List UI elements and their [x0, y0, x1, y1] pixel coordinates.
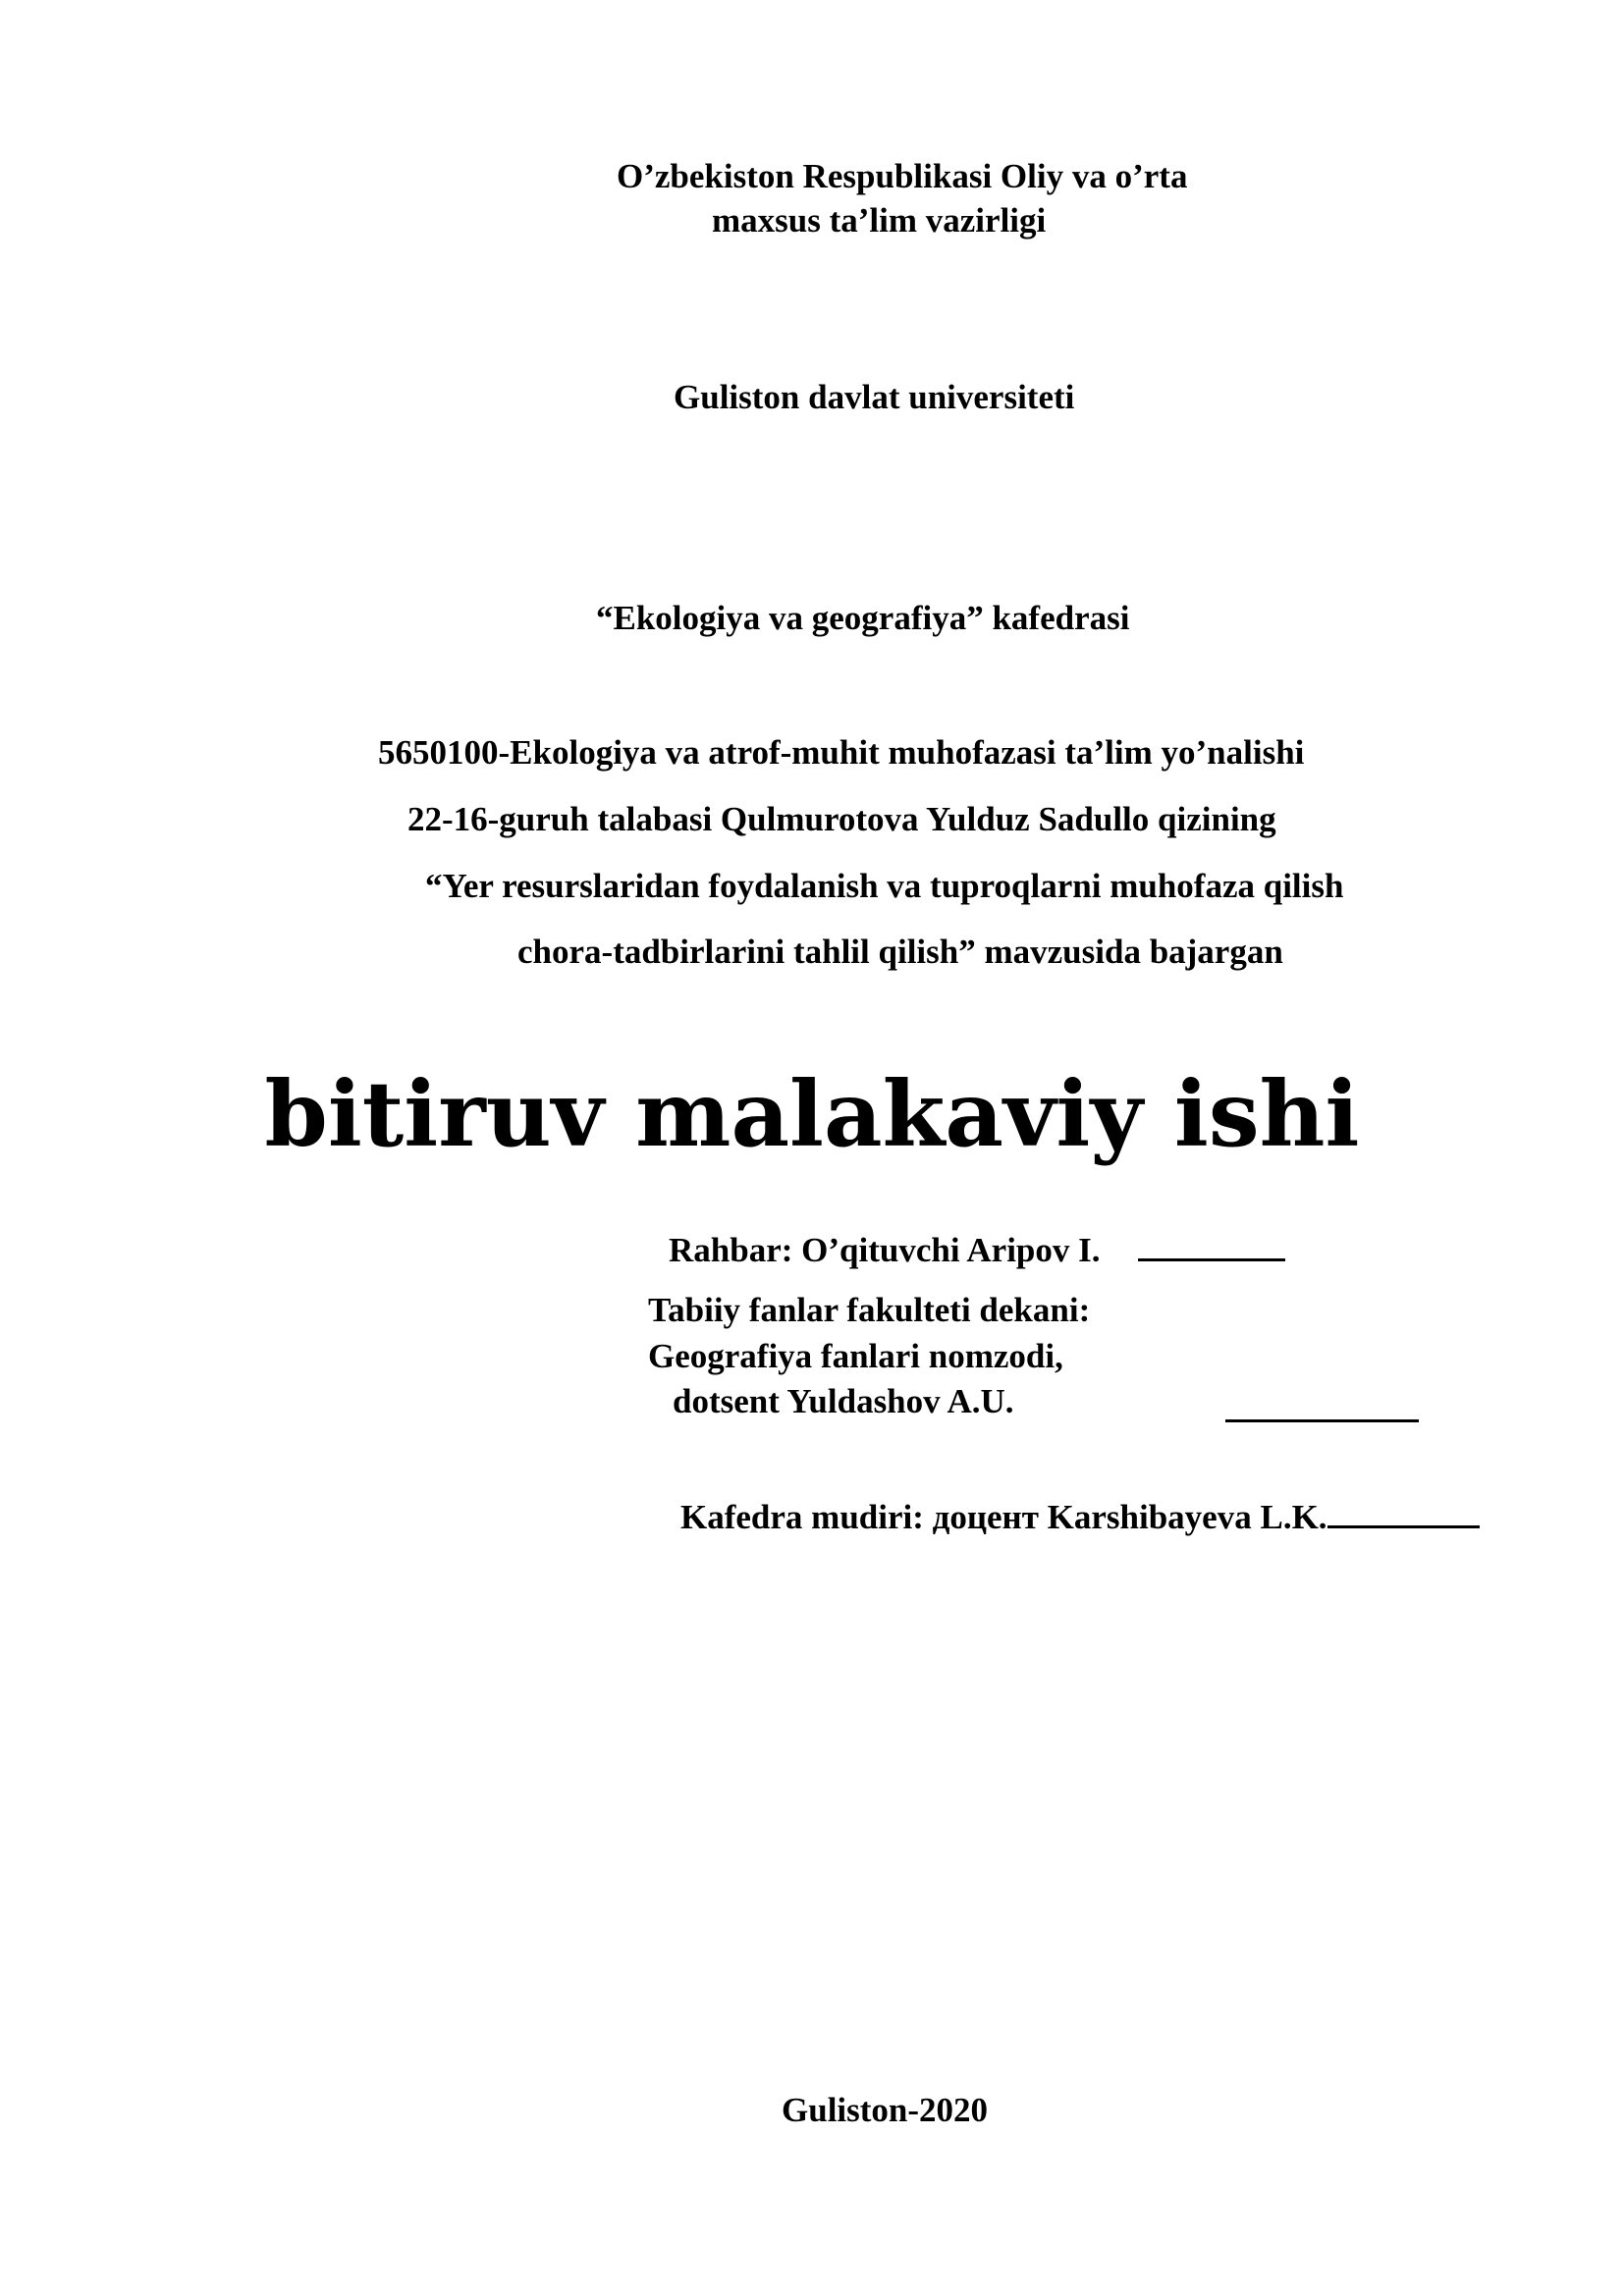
head-line [680, 1492, 1480, 1537]
topic-line-1: “Yer resurslaridan foydalanish va tuproqlarni muhofaza qilish [425, 867, 1344, 905]
head-label: Kafedra mudiri: доцент Karshibayeva L.K. [680, 1498, 1327, 1536]
dean-line-1: Tabiiy fanlar fakulteti dekani: [648, 1291, 1091, 1329]
document-title: bitiruv malakaviy ishi [264, 1061, 1360, 1167]
university-name: Guliston davlat universiteti [674, 378, 1075, 416]
dean-line-3: dotsent Yuldashov A.U. [673, 1382, 1014, 1420]
advisor-line [669, 1225, 1285, 1270]
topic-line-2: chora-tadbirlarini tahlil qilish” mavzusida bajargan [517, 933, 1283, 971]
ministry-line-1: O’zbekiston Respublikasi Oliy va o’rta [617, 157, 1188, 195]
student-line: 22-16-guruh talabasi Qulmurotova Yulduz Sadullo qizining [407, 800, 1276, 838]
ministry-line-2: maxsus ta’lim vazirligi [712, 201, 1047, 240]
advisor-label: Rahbar: O’qituvchi Aripov I. [669, 1231, 1101, 1269]
department-name: “Ekologiya va geografiya” kafedrasi [596, 599, 1130, 637]
head-signature-line [1327, 1492, 1480, 1528]
dean-signature-line [1225, 1386, 1419, 1422]
advisor-signature-line [1138, 1225, 1285, 1261]
city-year: Guliston-2020 [782, 2091, 989, 2129]
study-direction: 5650100-Ekologiya va atrof-muhit muhofazasi ta’lim yo’nalishi [378, 733, 1305, 772]
dean-line-2: Geografiya fanlari nomzodi, [648, 1337, 1063, 1375]
